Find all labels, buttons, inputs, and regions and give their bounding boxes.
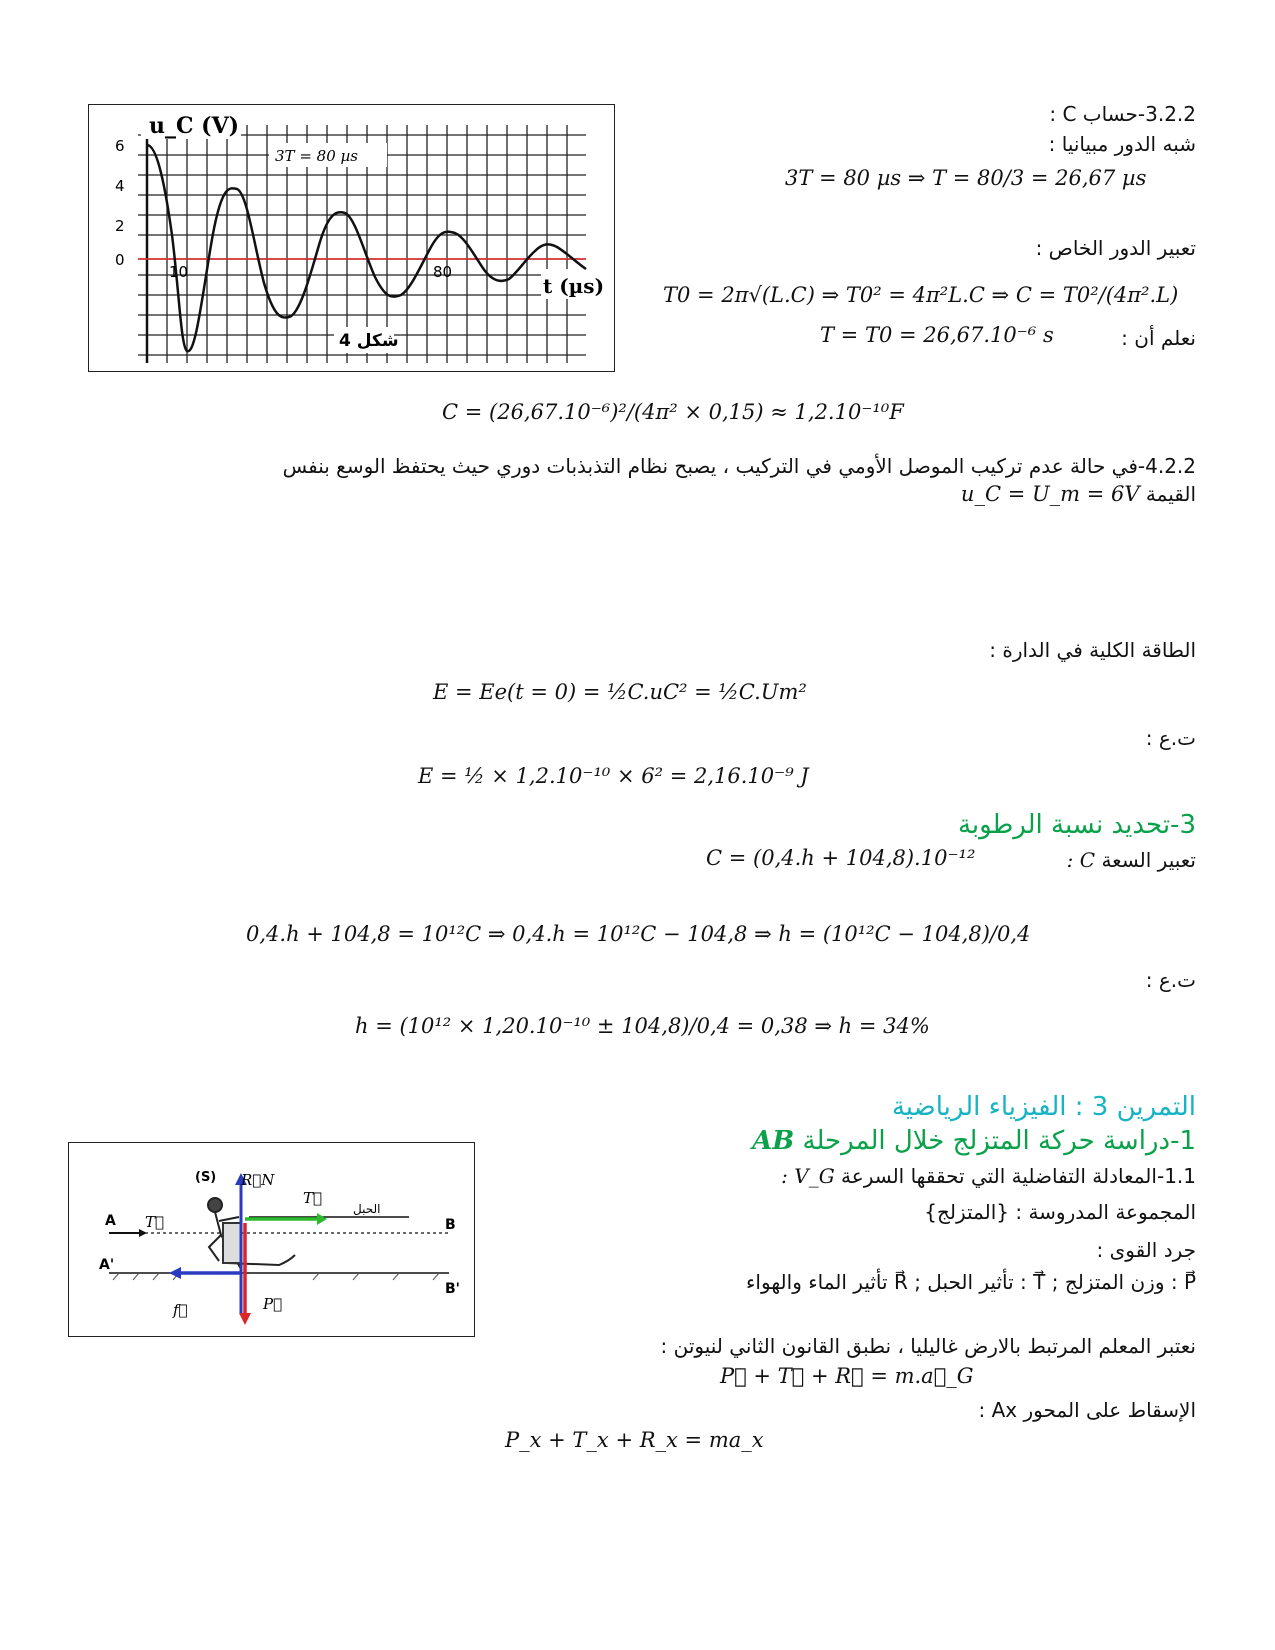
sec422-word: القيمة [1145, 482, 1196, 506]
forces-list: P⃗ : وزن المتزلج ; T⃗ : تأثير الحبل ; R⃗ تأثير الماء والهواء [746, 1270, 1196, 1294]
capacity-label: تعبير السعة [1101, 848, 1196, 872]
y-tick-6: 6 [115, 137, 125, 155]
humidity-numeric-label: ت.ع : [1145, 968, 1196, 992]
eq-um: u_C = U_m = 6V [960, 482, 1140, 506]
label-a2: A' [99, 1257, 115, 1273]
system-label: المجموعة المدروسة : [1015, 1200, 1196, 1224]
label-b2: B' [445, 1281, 460, 1297]
y-tick-4: 4 [115, 177, 125, 195]
eq-c-value: C = (26,67.10⁻⁶)²/(4π² × 0,15) ≈ 1,2.10⁻¹⁰F [442, 400, 904, 424]
eq-thomson: T0 = 2π√(L.C) ⇒ T0² = 4π²L.C ⇒ C = T0²/(4π².L) [663, 283, 1179, 307]
eq-projection: P_x + T_x + R_x = ma_x [505, 1428, 764, 1452]
x-tick-80: 80 [433, 263, 453, 281]
system-line [924, 1198, 1196, 1226]
label-rn: R⃗N [241, 1171, 275, 1189]
energy-label: الطاقة الكلية في الدارة : [989, 638, 1196, 662]
skier-diagram [69, 1143, 474, 1336]
label-p: P⃗ [263, 1295, 283, 1313]
eq-period: 3T = 80 µs ⇒ T = 80/3 = 26,67 µs [785, 166, 1147, 190]
q11-line [781, 1162, 1196, 1190]
eq-solve: 0,4.h + 104,8 = 10¹²C ⇒ 0,4.h = 10¹²C − 104,8 ⇒ h = (10¹²C − 104,8)/0,4 [246, 922, 1031, 946]
label-b: B [445, 1217, 456, 1233]
q11-var: V_G : [781, 1164, 835, 1188]
label-a: A [105, 1213, 116, 1229]
oscillation-graph-frame [88, 104, 615, 372]
capacity-label-line [1067, 846, 1196, 874]
label-t: T⃗ [303, 1189, 323, 1207]
sec322-title: 3.2.2-حساب C : [1049, 102, 1196, 126]
capacity-var: C : [1066, 848, 1096, 872]
sec422-line1: 4.2.2-في حالة عدم تركيب الموصل الأومي في التركيب ، يصبح نظام التذبذبات دوري حيث يحتفظ الوسع بنفس [282, 454, 1196, 478]
figure-caption: شكل 4 [339, 331, 399, 351]
label-f: f⃗ [173, 1301, 188, 1319]
eq-t-equal: T = T0 = 26,67.10⁻⁶ s [820, 323, 1054, 347]
sec422-line2 [961, 480, 1196, 508]
eq-energy-num: E = ½ × 1,2.10⁻¹⁰ × 6² = 2,16.10⁻⁹ J [418, 764, 809, 788]
exercise3-subheading [752, 1124, 1196, 1158]
y-tick-0: 0 [115, 251, 125, 269]
eq-capacity: C = (0,4.h + 104,8).10⁻¹² [706, 846, 976, 870]
label-s: (S) [195, 1170, 217, 1185]
pseudo-period-label: شبه الدور مبيانيا : [1048, 132, 1196, 156]
energy-numeric-label: ت.ع : [1145, 726, 1196, 750]
y-tick-2: 2 [115, 217, 125, 235]
oscillation-graph [89, 105, 614, 371]
label-rope: الحبل [353, 1202, 381, 1216]
forces-label: جرد القوى : [1096, 1238, 1196, 1262]
projection-label: الإسقاط على المحور Ax : [978, 1398, 1196, 1422]
eq-humidity-result: h = (10¹² × 1,20.10⁻¹⁰ ± 104,8)/0,4 = 0,38 ⇒ h = 34% [355, 1014, 930, 1038]
we-know-label: نعلم أن : [1121, 326, 1196, 350]
skier-figure [208, 1198, 295, 1269]
label-t-small: T⃗ [145, 1213, 165, 1231]
skier-diagram-frame [68, 1142, 475, 1337]
eq-energy: E = Ee(t = 0) = ½C.uC² = ½C.Um² [433, 680, 807, 704]
exercise3-heading: التمرين 3 : الفيزياء الرياضية [891, 1092, 1196, 1122]
newton-text: نعتبر المعلم المرتبط بالارض غاليليا ، نطبق القانون الثاني لنيوتن : [660, 1334, 1196, 1358]
system-value: {المتزلج} [924, 1200, 1009, 1224]
subheading-var: AB [752, 1126, 795, 1156]
proper-period-label: تعبير الدور الخاص : [1035, 236, 1196, 260]
x-axis-label: t (µs) [543, 274, 605, 298]
eq-newton: P⃗ + T⃗ + R⃗ = m.a⃗_G [720, 1364, 974, 1388]
humidity-heading: 3-تحديد نسبة الرطوبة [957, 810, 1196, 840]
period-annotation: 3T = 80 µs [275, 147, 358, 165]
x-tick-10: 10 [169, 263, 189, 281]
subheading-text: 1-دراسة حركة المتزلج خلال المرحلة [802, 1126, 1196, 1156]
y-axis-label: u_C (V) [149, 113, 240, 139]
q11-text: 1.1-المعادلة التفاضلية التي تحققها السرعة [841, 1164, 1196, 1188]
